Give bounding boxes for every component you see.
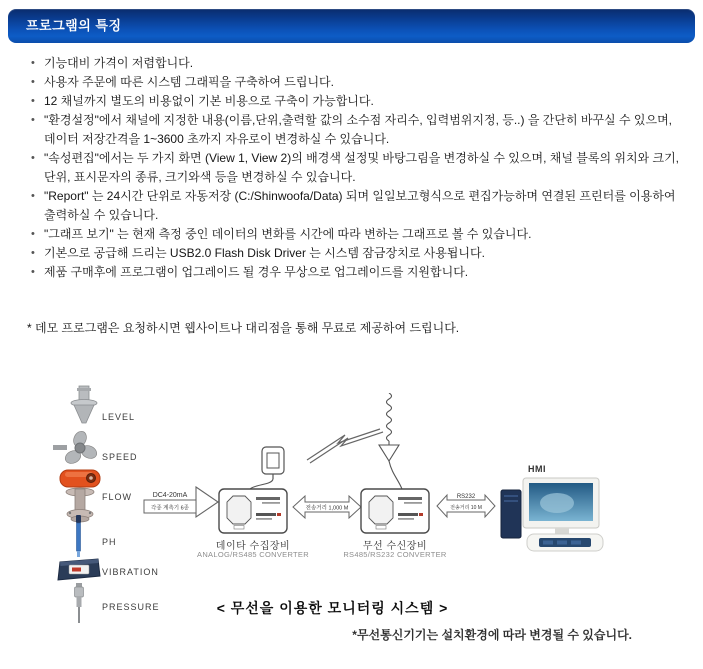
svg-text:각종 계측기 6종: 각종 계측기 6종	[151, 505, 189, 512]
sensor-label-pressure: PRESSURE	[102, 602, 160, 612]
demo-note: * 데모 프로그램은 요청하시면 웹사이트나 대리점을 통해 무료로 제공하여 드립니다.	[27, 321, 460, 335]
rf-link-arrow	[291, 494, 363, 520]
diagram-caption: < 무선을 이용한 모니터링 시스템 >	[216, 600, 449, 616]
page-title: 프로그램의 특징	[26, 18, 122, 33]
feature-item: • 기본으로 공급해 드리는 USB2.0 Flash Disk Driver 는 시스템 잠금장치로 사용됩니다.	[30, 244, 684, 263]
data-collector-box	[218, 488, 288, 534]
diagram-note: *무선통신기기는 설치환경에 따라 변경될 수 있습니다.	[352, 628, 632, 642]
feature-item: • 12 채널까지 별도의 비용없이 기본 비용으로 구축이 가능합니다.	[30, 92, 684, 111]
feature-list	[30, 54, 684, 282]
feature-item: • "그래프 보기" 는 현재 측정 중인 데이터의 변화를 시간에 따라 변하는 그래프로 볼 수 있습니다.	[30, 225, 684, 244]
feature-item: • 사용자 주문에 따른 시스템 그래픽을 구축하여 드립니다.	[30, 73, 684, 92]
plug-antenna-icon	[258, 445, 288, 481]
sensor-label-vibration: VIBRATION	[102, 567, 159, 577]
connector-port-icon	[227, 496, 251, 524]
connector-port-icon	[369, 496, 393, 524]
hmi-label: HMI	[528, 464, 546, 474]
hmi-computer-icon	[495, 476, 610, 556]
sensor-label-flow: FLOW	[102, 492, 132, 502]
svg-text:전송거리 10 M: 전송거리 10 M	[450, 505, 482, 511]
data-collector-subtitle: ANALOG/RS485 CONVERTER	[197, 550, 309, 559]
wireless-receiver-subtitle: RS485/RS232 CONVERTER	[343, 550, 447, 559]
sensor-label-speed: SPEED	[102, 452, 138, 462]
feature-item: • 제품 구매후에 프로그램이 업그레이드 될 경우 무상으로 업그레이드를 지원합니다.	[30, 263, 684, 282]
sensor-label-level: LEVEL	[102, 412, 136, 422]
coil-antenna-icon	[370, 393, 410, 473]
svg-text:DC4-20mA: DC4-20mA	[152, 492, 188, 499]
wireless-monitoring-diagram	[0, 385, 703, 665]
sensor-label-ph: PH	[102, 537, 117, 547]
feature-item: • "속성편집"에서는 두 가지 화면 (View 1, View 2)의 배경색 설정및 바탕그림을 변경하실 수 있으며, 채널 블록의 위치와 크기,단위, 표시문자의 종류, 크기와색 등을 변경하실 수 있습니다.	[30, 149, 684, 187]
page-title-bar	[8, 9, 695, 43]
rs232-link-arrow	[435, 489, 497, 521]
wireless-receiver-box	[360, 488, 430, 534]
feature-item: • 기능대비 가격이 저렴합니다.	[30, 54, 684, 73]
wireless-receiver-title: 무선 수신장비	[362, 541, 428, 552]
svg-text:전송거리 1,000 M: 전송거리 1,000 M	[305, 505, 349, 512]
data-collector-title: 데이타 수집장비	[215, 541, 291, 552]
analog-signal-arrow	[142, 485, 220, 519]
feature-item: • "Report" 는 24시간 단위로 자동저장 (C:/Shinwoofa/Data) 되며 일일보고형식으로 편집가능하며 연결된 프린터를 이용하여 출력하실 수 있습니다.	[30, 187, 684, 225]
svg-text:RS232: RS232	[456, 494, 476, 500]
feature-item: • "환경설정"에서 채널에 지정한 내용(이름,단위,출력할 값의 소수점 자리수, 입력범위지정, 등..) 을 간단히 바꾸실 수 있으며, 데이터 저장간격을 1~3600 초까지 자유로이 변경하실 수 있습니다.	[30, 111, 684, 149]
